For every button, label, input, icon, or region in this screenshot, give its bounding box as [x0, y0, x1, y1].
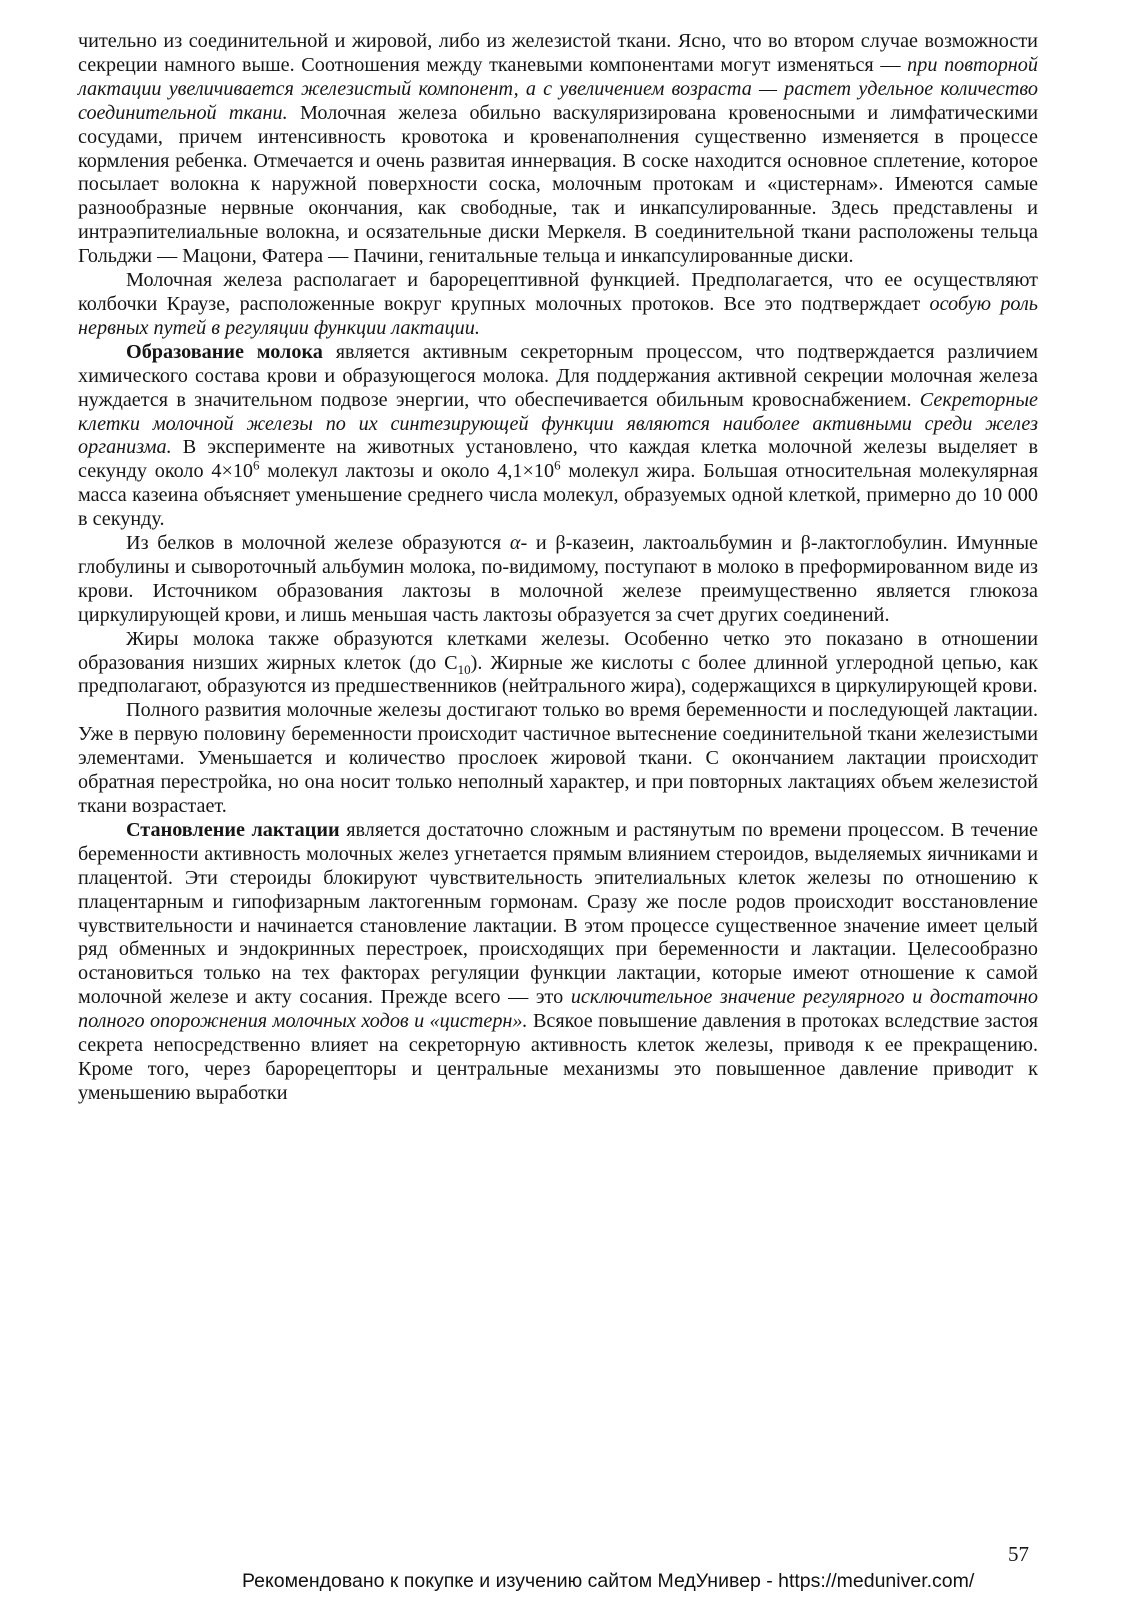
bold-heading-text: Становление лактации	[126, 818, 340, 841]
paragraph	[78, 341, 1038, 532]
paragraph	[78, 532, 1038, 628]
text-run: является достаточно сложным и растянутым по времени процессом. В течение беременности активность молочных желез угнетается прямым влиянием стероидов, выделяемых яичниками и плацентой. Эти стероиды блокируют чувствительность эпителиальных клеток железы по отношению к плацентарным и гипофизарным лактогенным гормонам. Сразу же после родов происходит восстановление чувствительности и начинается становление лактации. В этом процессе существенное значение имеет целый ряд обменных и эндокринных перестроек, происходящих при беременности и лактации. Целесообразно остановиться только на тех факторах регуляции функции лактации, которые имеют отношение к самой молочной железе и акту сосания. Прежде всего — это	[78, 818, 1038, 1009]
italic-text: исключительное значение регулярного и достаточно полного опорожнения молочных ходов и «цистерн».	[78, 986, 1039, 1033]
text-run: ). Жирные же кислоты с более длинной углеродной цепью, как предполагают, образуются из предшественников (нейтрального жира), содержащихся в циркулирующей крови.	[78, 651, 1039, 698]
paragraph	[78, 30, 1038, 269]
italic-text: особую роль нервных путей в регуляции функции лактации.	[78, 292, 1038, 339]
text-run: - и β-казеин, лактоальбумин и β-лактоглобулин. Имунные глобулины и сывороточный альбумин молока, по-видимому, поступают в молоко в преформированном виде из крови. Источником образования лактозы в молочной железе преимущественно является глюкоза циркулирующей крови, и лишь меньшая часть лактозы образуется за счет других соединений.	[78, 532, 1038, 626]
page-number: 57	[1008, 1542, 1029, 1566]
text-run: чительно из соединительной и жировой, либо из железистой ткани. Ясно, что во втором случае возможности секреции намного выше. Соотношения между тканевыми компонентами могут изменяться —	[78, 30, 1038, 76]
italic-text: Секреторные клетки молочной железы по их синтезирующей функции являются наиболее активными среди желез организма.	[78, 388, 1038, 459]
text-run: является активным секреторным процессом, что подтверждается различием химического состава крови и образующегося молока. Для поддержания активной секреции молочная железа нуждается в значительном подвозе энергии, что обеспечивается обильным кровоснабжением.	[78, 340, 1039, 411]
bold-heading-text: Образование молока	[126, 340, 323, 363]
text-run: Молочная железа обильно васкуляризирована кровеносными и лимфатическими сосудами, причем интенсивность кровотока и кровенаполнения существенно изменяется в процессе кормления ребенка. Отмечается и очень развитая иннервация. В соске находится основное сплетение, которое посылает волокна к наружной поверхности соска, молочным протокам и «цистернам». Имеются самые разнообразные нервные окончания, как свободные, так и инкапсулированные. Здесь представлены и интраэпителиальные волокна, и осязательные диски Меркеля. В соединительной ткани расположены тельца Гольджи — Мацони, Фатера — Пачини, генитальные тельца и инкапсулированные диски.	[78, 101, 1038, 268]
text-run: Молочная железа располагает и барорецептивной функцией. Предполагается, что ее осуществляют колбочки Краузе, расположенные вокруг крупных молочных протоков. Все это подтверждает	[78, 269, 1038, 315]
footer-watermark: Рекомендовано к покупке и изучению сайтом МедУнивер - https://meduniver.com/	[242, 1570, 975, 1592]
subscript: 10	[457, 661, 471, 677]
paragraph-list	[78, 30, 1038, 1106]
italic-text: при повторной лактации увеличивается железистый компонент, а с увеличением возраста — растет удельное количество соединительной ткани.	[78, 53, 1038, 124]
text-run: Полного развития молочные железы достигают только во время беременности и последующей лактации. Уже в первую половину беременности происходит частичное вытеснение соединительной ткани железистыми элементами. Уменьшается и количество прослоек жировой ткани. С окончанием лактации происходит обратная перестройка, но она носит только неполный характер, и при повторных лактациях объем железистой ткани возрастает.	[78, 699, 1038, 817]
superscript: 6	[554, 457, 561, 473]
paragraph	[78, 628, 1038, 700]
text-run: молекул лактозы и около 4,1×10	[259, 460, 555, 483]
text-run: В эксперименте на животных установлено, что каждая клетка молочной железы выделяет в секунду около 4×10	[78, 436, 1038, 483]
text-run: Жиры молока также образуются клетками железы. Особенно четко это показано в отношении образования низших жирных клеток (до C	[78, 627, 1038, 674]
italic-text: α	[509, 532, 521, 555]
paragraph	[78, 819, 1038, 1106]
superscript: 6	[253, 457, 260, 473]
text-run: Всякое повышение давления в протоках вследствие застоя секрета непосредственно влияет на секреторную активность клеток железы, приводя к ее прекращению. Кроме того, через барорецепторы и центральные механизмы это повышенное давление приводит к уменьшению выработки	[78, 1010, 1038, 1104]
text-run: Из белков в молочной железе образуются	[126, 532, 510, 555]
text-run: молекул жира. Большая относительная молекулярная масса казеина объясняет уменьшение среднего числа молекул, образуемых одной клеткой, примерно до 10 000 в секунду.	[78, 460, 1038, 531]
paragraph	[78, 269, 1038, 341]
paragraph	[78, 699, 1038, 819]
book-page-text	[78, 30, 1038, 1106]
